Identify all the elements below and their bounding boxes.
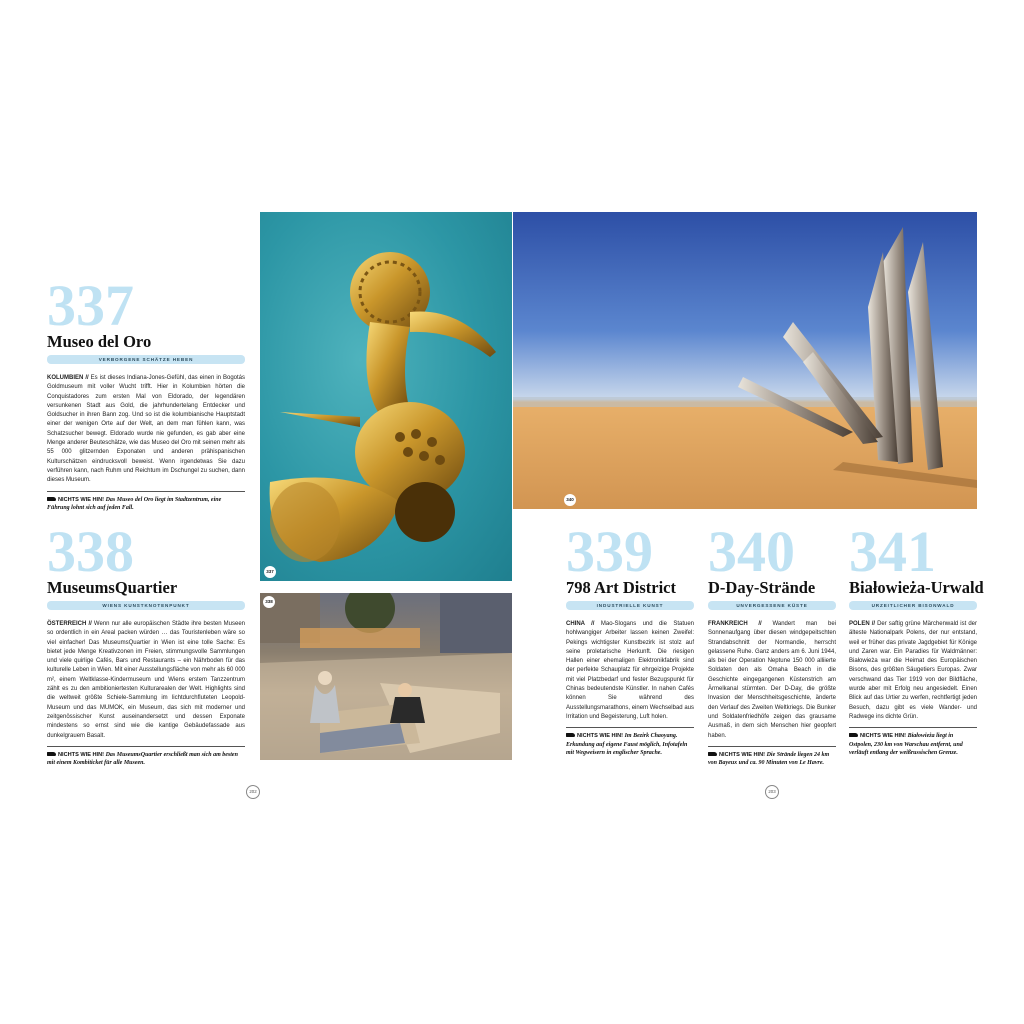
- shoe-icon: [849, 733, 858, 737]
- shoe-icon: [566, 733, 575, 737]
- entry-340: [708, 519, 836, 768]
- tip-label: NICHTS WIE HIN!: [860, 733, 906, 740]
- entry-number: 339: [566, 519, 653, 584]
- photo-museumsquartier: [260, 593, 512, 760]
- photo-beach-sculpture: [513, 212, 977, 509]
- shoe-icon: [708, 752, 717, 756]
- entry-body: [708, 620, 836, 741]
- entry-number: 341: [849, 519, 936, 584]
- entry-country: FRANKREICH //: [708, 621, 762, 627]
- entry-body: [849, 620, 977, 722]
- gold-bird-illustration: [260, 212, 512, 581]
- entry-title: 798 Art District: [566, 578, 676, 597]
- page-number-left: 202: [246, 785, 260, 799]
- entry-tip: [708, 746, 836, 768]
- tip-text: Białowieża liegt in Ostpolen, 230 km von Warschau entfernt, und verläuft entlang der weißrussischen Grenze.: [849, 733, 963, 757]
- entry-country: POLEN //: [849, 621, 876, 627]
- shoe-icon: [47, 752, 56, 756]
- page-number-right: 203: [765, 785, 779, 799]
- entry-number: 337: [47, 273, 134, 338]
- tip-text: Das MuseumsQuartier erschließt man sich am besten mit einem Kombiticket für alle Museen.: [47, 751, 238, 767]
- tip-label: NICHTS WIE HIN!: [719, 751, 765, 758]
- entry-number: 340: [708, 519, 795, 584]
- entry-341: [849, 519, 984, 758]
- entry-338: [47, 519, 246, 768]
- tip-text: Das Museo del Oro liegt im Stadtzentrum, eine Führung lohnt sich auf jeden Fall.: [47, 496, 222, 512]
- entry-body: [47, 620, 245, 741]
- entry-country: ÖSTERREICH //: [47, 621, 92, 627]
- tip-text: Im Bezirk Chaoyang. Erkundung auf eigene Faust möglich, Infotafeln mit Wegweisern in englischer Sprache.: [566, 733, 688, 757]
- entry-country: KOLUMBIEN //: [47, 375, 89, 381]
- tip-text: Die Strände liegen 24 km von Bayeux und ca. 90 Minuten von Le Havre.: [708, 751, 830, 767]
- entry-title: D-Day-Strände: [708, 578, 816, 597]
- entry-body: [47, 374, 245, 486]
- entry-tagline: INDUSTRIELLE KUNST: [566, 601, 694, 610]
- entry-country: CHINA //: [566, 621, 595, 627]
- entry-tagline: WIENS KUNSTKNOTENPUNKT: [47, 601, 245, 610]
- photo-number-badge: 340: [564, 494, 576, 506]
- vienna-courtyard-illustration: [260, 593, 512, 760]
- entry-text: Der saftig grüne Märchenwald ist der älteste Nationalpark Polens, der nur entstand, weil er früher das private Jagdgebiet für Könige und Zaren war. Ein Paradies für Waldmänner: Białowieża war die Heimat des Europäischen Bisons, des größten Säugetiers Europas. Zwar verschwand das Tier 1919 von der Bildfläche, wurde aber mit Erfolg neu angesiedelt. Einen Blick auf das Urtier zu werfen, rechtfertigt jeden Besuch, dazu gibt es viele Wander- und Radwege ins dichte Grün.: [849, 621, 978, 720]
- beach-sculpture-illustration: [513, 212, 977, 509]
- entry-text: Wandert man bei Sonnenaufgang über diesen windgepeitschten Strandabschnitt der Normandie, herrscht gelassene Ruhe. Ganz anders am 6. Juni 1944, als bei der Operation Neptune 150 000 alliierte Soldaten den als Omaha Beach in die Geschichte eingegangenen Küstenstrich am Ärmelkanal stürmten. Der D-Day, die größte Invasion der Menschheitsgeschichte, änderte den Verlauf des Zweiten Weltkriegs. Die Bunker und Soldatenfriedhöfe zeigen das grausame Ausmaß, in dem sich Menschen hier geopfert haben.: [708, 621, 836, 739]
- entry-tagline: UNVERGESSENE KÜSTE: [708, 601, 836, 610]
- entry-tip: [47, 491, 245, 513]
- photo-number-badge: 338: [263, 596, 275, 608]
- tip-label: NICHTS WIE HIN!: [577, 733, 623, 740]
- tip-label: NICHTS WIE HIN!: [58, 496, 104, 503]
- entry-tagline: VERBORGENE SCHÄTZE HEBEN: [47, 355, 245, 364]
- entry-title: Białowieża-Urwald: [849, 578, 984, 597]
- entry-tip: [47, 746, 245, 768]
- shoe-icon: [47, 497, 56, 501]
- entry-title: Museo del Oro: [47, 332, 152, 351]
- photo-gold-artifact: [260, 212, 512, 581]
- entry-text: Es ist dieses Indiana-Jones-Gefühl, das einen in Bogotás Goldmuseum mit voller Wucht trifft. Hier in Kolumbien hörten die Conquistadores zum ersten Mal von Eldorado, der legendären versunkenen Stadt aus Gold, die jahrhundertelang Entdecker und Goldsucher in ihren Bann zog. Und so ist die kolumbianische Hauptstadt einer der wenigen Orte auf der Welt, an dem man fühlen kann, was Schatzsucher bewegt. Eldorado wurde nie gefunden, es gab aber eine Menge anderer Beuteschätze, wie das Museo del Oro mit seinen mehr als 55 000 glitzernden Exponaten und anderen prähispanischen Kulturschätzen eindrucksvoll beweist. Wenn irgendetwas Sie dazu verführen kann, nach Ruhm und Reichtum im Dschungel zu suchen, dann dieses Museum.: [47, 375, 245, 484]
- entry-body: [566, 620, 694, 722]
- entry-339: [566, 519, 695, 758]
- entry-title: MuseumsQuartier: [47, 578, 178, 597]
- entry-text: Mao-Slogans und die Statuen hohlwangiger Arbeiter lassen keinen Zweifel: Pekings wichtigster Kunstbezirk ist stolz auf seine proletarische Herkunft. Die riesigen Hallen einer ehemaligen Elektronikfabrik sind der perfekte Schauplatz für ehrgeizige Projekte mit viel Platzbedarf und fester Bezugspunkt für Chinas bedeutendste Künstler. In nahen Cafés können Sie während des Ausstellungsmarathons, einem Wechselbad aus Irritation und Begeisterung, Luft holen.: [566, 621, 695, 720]
- entry-tagline: URZEITLICHER BISONWALD: [849, 601, 977, 610]
- photo-number-badge: 337: [264, 566, 276, 578]
- entry-number: 338: [47, 519, 134, 584]
- entry-tip: [849, 727, 977, 758]
- tip-label: NICHTS WIE HIN!: [58, 751, 104, 758]
- entry-tip: [566, 727, 694, 758]
- entry-337: [47, 273, 245, 513]
- entry-text: Wenn nur alle europäischen Städte ihre besten Museen so ordentlich in ein Areal packen würden … das Touristenleben wäre so viel einfacher! Das MuseumsQuartier in Wien ist eine tolle Sache: Es bietet jede Menge Kreativzonen im Freien, stimmungsvolle Sammlungen und viele quirlige Cafés, Bars und Restaurants – ein Nährboden für das kulturelle Leben in Wien. Mit einer Ausstellungsfläche von mehr als 60 000 m², einem Weltklasse-Kindermuseum und Wiens erstem Tanzzentrum zählt es zu den ambitioniertesten Kulturarealen der Welt. Highlights sind die weltweit größte Schiele-Sammlung im lichtdurchfluteten Leopold-Museum und das MUMOK, ein Museum, das sich mit moderner und zeitgenössischer Kunst auseinandersetzt und dessen Exponate mindestens so ernst sind wie die kantige Gebäudefassade aus dunkelgrauem Basalt.: [47, 621, 246, 739]
